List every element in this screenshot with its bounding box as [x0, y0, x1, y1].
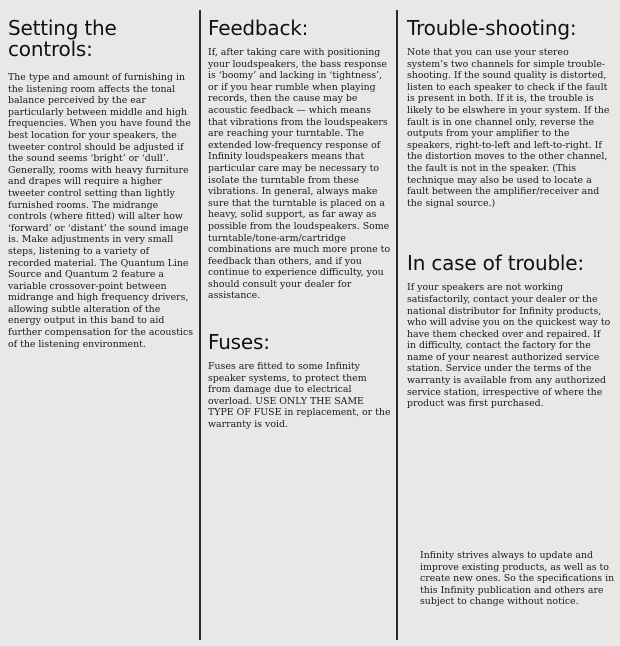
feedback-text: If, after taking care with positioning your loudspeakers, the bass response is ‘boomy’ and lacking in ‘tightness’, or if you hear rumble when playing records, then the cause may be acoustic feedback — which means that vibrations from the loudspeakers are reaching your turntable. The extended low-frequency response of Infinity loudspeakers means that particular care may be necessary to isolate the turntable from these vibrations. In general, always make sure that the turntable is placed on a heavy, solid support, as far away as possible from the loudspeakers. Some turntable/tone-arm/cartridge combinations are much more prone to feedback than others, and if you continue to experience difficulty, you should consult your dealer for assistance. — [208, 47, 391, 302]
update-notice-text: Infinity strives always to update and improve existing products, as well as to create new ones. So the specifications in this Infinity publication and others are subject to change without notice. — [420, 550, 615, 608]
fuses-heading: Fuses: — [208, 330, 270, 355]
fuses-text: Fuses are fitted to some Infinity speaker systems, to protect them from damage due to electrical overload. USE ONLY THE SAME TYPE OF FUSE in replacement, or the warranty is void. — [208, 361, 391, 431]
troubleshooting-text: Note that you can use your stereo system’s two channels for simple trouble-shooting. If the sound quality is distorted, listen to each speaker to check if the fault is present in both. If it is, the trouble is likely to be elswhere in your system. If the fault is in one channel only, reverse the outputs from your amplifier to the speakers, right-to-left and left-to-right. If the distortion moves to the other channel, the fault is not in the speaker. (This technique may also be used to locate a fault between the amplifier/receiver and the signal source.) — [407, 47, 610, 209]
update-notice — [420, 550, 615, 608]
in-case-of-trouble-heading: In case of trouble: — [407, 251, 584, 276]
in-case-of-trouble-text: If your speakers are not working satisfactorily, contact your dealer or the national distributor for Infinity products, who will advise you on the quickest way to have them checked over and repaired. If in difficulty, contact the factory for the name of your nearest authorized service station. Service under the terms of the warranty is available from any authorized service station, irrespective of where the product was first purchased. — [407, 282, 611, 410]
setting-controls-heading: Setting the controls: — [8, 16, 117, 61]
column-feedback-fuses — [200, 0, 397, 646]
troubleshooting-heading: Trouble-shooting: — [407, 16, 577, 40]
feedback-heading: Feedback: — [208, 16, 309, 40]
column-setting-controls — [0, 0, 200, 646]
setting-controls-text: The type and amount of furnishing in the listening room affects the tonal balance perceived by the ear particularly between middle and high frequencies. When you have found the best location for your speakers, the tweeter control should be adjusted if the sound seems ‘bright’ or ‘dull’. Generally, rooms with heavy furniture and drapes will require a higher tweeter control setting than lightly furnished rooms. The midrange controls (where fitted) will alter how ‘forward’ or ‘distant’ the sound image is. Make adjustments in very small steps, listening to a variety of recorded material. The Quantum Line Source and Quantum 2 feature a variable crossover-point between midrange and high frequency drivers, allowing subtle alteration of the energy output in this band to aid further compensation for the acoustics of the listening environment. — [8, 72, 194, 350]
